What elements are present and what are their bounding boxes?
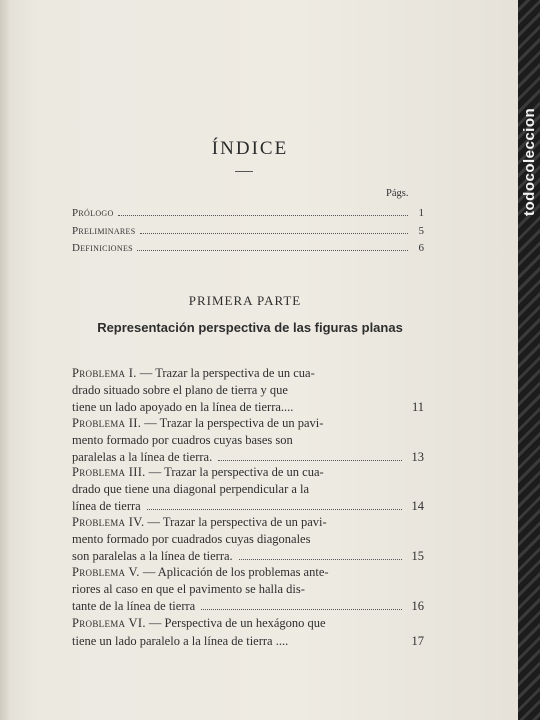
dot-leader [201, 609, 402, 610]
dot-leader [218, 460, 402, 461]
problem-text: — Trazar la perspectiva de un cua- [145, 465, 324, 479]
dot-leader [140, 233, 409, 234]
problem-line [72, 416, 424, 432]
problem-text: paralelas a la línea de tierra. [72, 450, 213, 464]
problem-line [72, 465, 424, 481]
problem-label: Problema II. [72, 416, 142, 430]
problem-text: — Aplicación de los problemas ante- [139, 565, 329, 579]
toc-entry-label: Definiciones [72, 242, 133, 254]
problem-page: 17 [411, 634, 424, 648]
problem-line [72, 532, 424, 548]
page-title: ÍNDICE [211, 138, 289, 159]
dot-leader [239, 559, 402, 560]
problem-line [72, 634, 424, 650]
problem-page: 14 [411, 499, 424, 513]
watermark-text: todocoleccion [521, 107, 538, 216]
problem-text: — Perspectiva de un hexágono que [145, 616, 326, 630]
toc-entry-page: 6 [418, 242, 424, 254]
problem-text: tiene un lado paralelo a la línea de tierra .... [72, 634, 289, 648]
toc-entry-label: Preliminares [72, 225, 136, 237]
problem-text: drado que tiene una diagonal perpendicular a la [72, 482, 310, 496]
dot-leader [118, 215, 408, 216]
problem-text: tante de la línea de tierra [72, 599, 196, 613]
part-subheading: Representación perspectiva de las figuras planas [97, 320, 403, 335]
problem-label: Problema III. [72, 465, 146, 479]
problem-text: tiene un lado apoyado en la línea de tierra.... [72, 400, 294, 414]
toc-entry-page: 5 [418, 225, 424, 237]
toc-entry-definiciones [72, 242, 424, 257]
toc-entry-label: Prólogo [72, 207, 114, 219]
problem-line [72, 565, 424, 581]
problem-text: — Trazar la perspectiva de un pavi- [144, 515, 327, 529]
dot-leader [137, 250, 408, 251]
problem-page: 13 [411, 450, 424, 464]
problem-line [72, 599, 424, 615]
problem-line [72, 616, 424, 632]
problem-text: riores al caso en que el pavimento se halla dis- [72, 582, 305, 596]
toc-entry-prologo [72, 207, 424, 222]
problem-text: — Trazar la perspectiva de un pavi- [141, 416, 324, 430]
toc-entry-preliminares [72, 225, 424, 240]
problem-line [72, 582, 424, 598]
problem-label: Problema I. [72, 366, 137, 380]
problem-line [72, 433, 424, 449]
part-heading: PRIMERA PARTE [188, 293, 302, 308]
problem-line [72, 400, 424, 416]
problem-line [72, 499, 424, 515]
problem-text: mento formado por cuadros cuyas bases son [72, 433, 293, 447]
dot-leader [147, 509, 402, 510]
problem-text: drado situado sobre el plano de tierra y que [72, 383, 288, 397]
problem-text: mento formado por cuadrados cuyas diagonales [72, 532, 311, 546]
problem-text: — Trazar la perspectiva de un cua- [136, 366, 315, 380]
problem-page: 15 [411, 549, 424, 563]
problem-line [72, 383, 424, 399]
pages-column-label: Págs. [386, 188, 409, 199]
problem-line [72, 450, 424, 466]
problem-page: 16 [411, 599, 424, 613]
title-divider [235, 171, 253, 172]
toc-entry-page: 1 [418, 207, 424, 219]
problem-line [72, 549, 424, 565]
problem-label: Problema VI. [72, 616, 146, 630]
page-spine-shadow [0, 0, 10, 720]
problem-text: son paralelas a la línea de tierra. [72, 549, 233, 563]
problem-page: 11 [411, 400, 424, 414]
problem-line [72, 515, 424, 531]
problem-label: Problema V. [72, 565, 140, 579]
problem-text: línea de tierra [72, 499, 141, 513]
problem-label: Problema IV. [72, 515, 145, 529]
problem-line [72, 366, 424, 382]
problem-line [72, 482, 424, 498]
